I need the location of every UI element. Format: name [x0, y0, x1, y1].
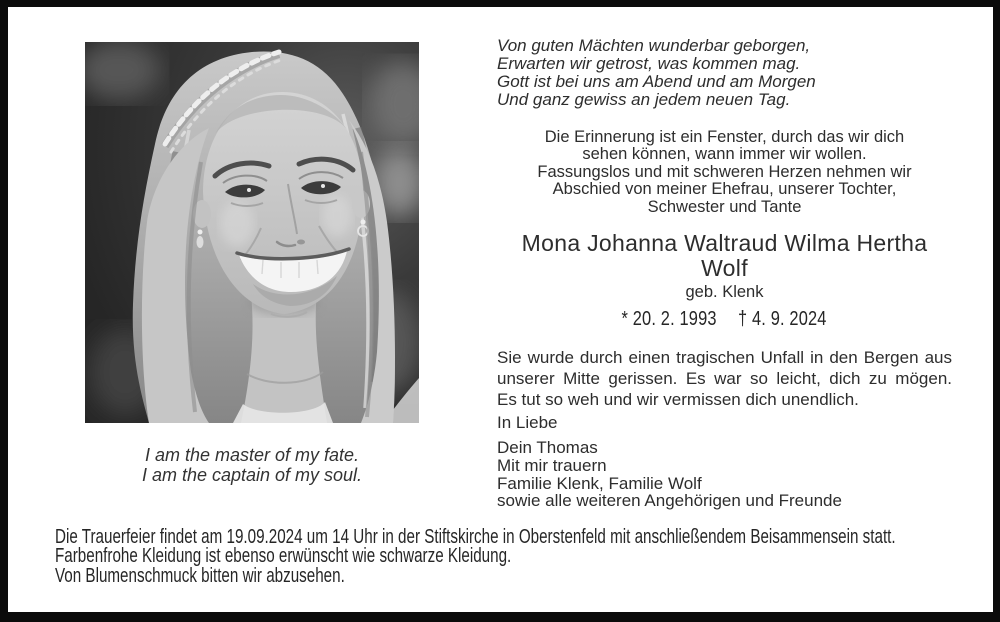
photo-caption-line: I am the captain of my soul. [141, 464, 363, 485]
tribute-paragraph [497, 347, 952, 410]
tribute-line: Es tut so weh und wir vermissen dich unendlich. [497, 390, 859, 409]
funeral-info-line: Die Trauerfeier findet am 19.09.2024 um 14 Uhr in der Stiftskirche in Oberstenfeld mit anschließendem Beisammensein statt. [55, 526, 896, 548]
remembrance-line: Fassungslos und mit schweren Herzen nehmen wir [537, 162, 912, 181]
deceased-name [497, 231, 952, 281]
mourner-line: sowie alle weiteren Angehörigen und Freunde [497, 491, 842, 511]
life-dates [497, 308, 952, 331]
remembrance-line: sehen können, wann immer wir wollen. [582, 145, 867, 164]
maiden-name: geb. Klenk [685, 283, 764, 301]
poem-line: Erwarten wir getrost, was kommen mag. [497, 54, 801, 73]
funeral-info-line: Farbenfrohe Kleidung ist ebenso erwünscht wie schwarze Kleidung. [55, 545, 512, 568]
mourners-list [497, 439, 957, 510]
birth-date: * 20. 2. 1993 [621, 308, 718, 330]
funeral-info [55, 528, 955, 586]
death-date: † 4. 9. 2024 [738, 308, 828, 330]
photo-caption [85, 446, 419, 485]
portrait-photo-illustration [85, 42, 419, 423]
poem-line: Und ganz gewiss an jedem neuen Tag. [497, 90, 791, 109]
funeral-info-line: Von Blumenschmuck bitten wir abzusehen. [55, 564, 345, 587]
deceased-name-line: Wolf [701, 255, 748, 281]
poem-line: Von guten Mächten wunderbar geborgen, [497, 36, 811, 55]
closing-phrase: In Liebe [497, 413, 558, 432]
remembrance-line: Abschied von meiner Ehefrau, unserer Tochter, [552, 180, 897, 199]
tribute-line: unserer Mitte gerissen. Es war so leicht, dich zu mögen. [497, 369, 952, 388]
deceased-name-line: Mona Johanna Waltraud Wilma Hertha [521, 230, 928, 256]
remembrance-text [497, 129, 952, 216]
photo-caption-line: I am the master of my fate. [144, 445, 360, 465]
poem-line: Gott ist bei uns am Abend und am Morgen [497, 72, 816, 91]
remembrance-line: Schwester und Tante [647, 197, 802, 216]
portrait-photo [85, 42, 419, 423]
mourner-line: Dein Thomas [497, 438, 598, 457]
mourner-line: Familie Klenk, Familie Wolf [497, 473, 702, 493]
opening-poem [497, 37, 952, 109]
remembrance-line: Die Erinnerung ist ein Fenster, durch das wir dich [544, 128, 905, 146]
mourner-line: Mit mir trauern [497, 455, 607, 475]
tribute-line: Sie wurde durch einen tragischen Unfall in den Bergen aus [497, 348, 952, 367]
